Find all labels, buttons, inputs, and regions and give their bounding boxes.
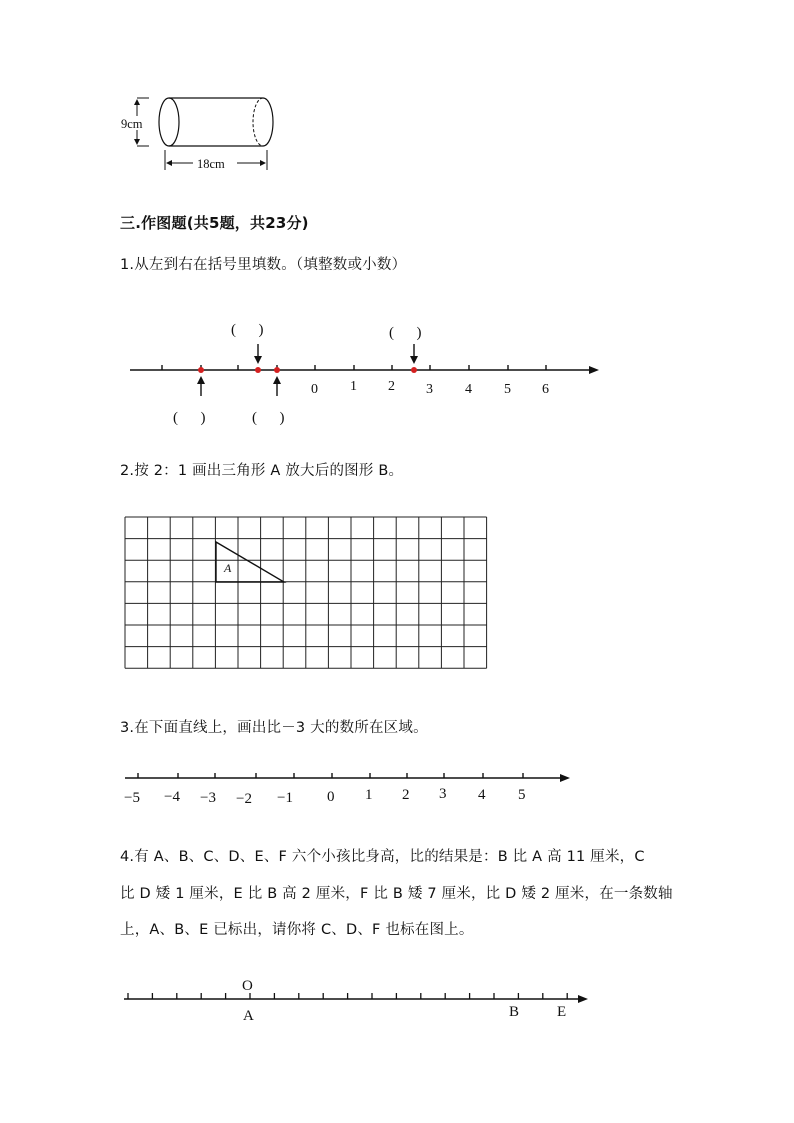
q4-ticks [128, 993, 567, 999]
cylinder-height-label: 9cm [121, 117, 143, 131]
q3-tick-label: 5 [518, 787, 526, 803]
q1-tick-label: 1 [350, 379, 357, 394]
q1-tick-label: 5 [504, 382, 511, 397]
q3-tick-label: −4 [164, 789, 180, 805]
q4-number-line [120, 972, 595, 1024]
q3-tick-label: 2 [402, 787, 410, 803]
q3-tick-label: −5 [124, 790, 140, 806]
cylinder-length-label: 18cm [197, 157, 225, 171]
q1-tick-label: 2 [388, 379, 395, 394]
q2-grid-lines [125, 517, 487, 668]
q3-tick-label: −1 [277, 790, 293, 806]
q3-tick-label: −2 [236, 791, 252, 807]
q1-tick-label: 4 [465, 382, 472, 397]
q3-tick-label: 3 [439, 786, 447, 802]
triangle-a-label: A [224, 561, 232, 575]
q4-text-line3: 上，A、B、E 已标出，请你将 C、D、F 也标在图上。 [120, 922, 474, 938]
q4-text-line2: 比 D 矮 1 厘米，E 比 B 高 2 厘米，F 比 B 矮 7 厘米，比 D 矮 2 厘米，在一条数轴 [120, 886, 673, 902]
cylinder-figure [115, 88, 285, 176]
q1-text: 1.从左到右在括号里填数。（填整数或小数） [120, 257, 407, 273]
q1-tick-label: 6 [542, 382, 549, 397]
q4-mark-e: E [557, 1004, 567, 1020]
q4-mark-b: B [509, 1004, 520, 1020]
q3-tick-label: 4 [478, 787, 486, 803]
q1-point [274, 367, 280, 373]
q1-answer-blank: ( ) [252, 410, 285, 426]
q2-grid [124, 516, 490, 670]
q1-tick-label: 3 [426, 382, 433, 397]
q1-tick-label: 0 [311, 382, 318, 397]
q1-answer-blank: ( ) [231, 322, 264, 338]
q1-point [255, 367, 261, 373]
q2-text: 2.按 2：1 画出三角形 A 放大后的图形 B。 [120, 463, 404, 479]
q1-answer-blank: ( ) [173, 410, 206, 426]
q3-number-line [120, 766, 580, 812]
q3-tick-label: −3 [200, 790, 216, 806]
section-heading: 三.作图题(共5题，共23分) [120, 214, 309, 232]
q4-origin-label: O [242, 978, 253, 994]
q4-mark-a: A [243, 1008, 254, 1024]
q1-answer-blank: ( ) [389, 325, 422, 341]
q1-point [198, 367, 204, 373]
q1-number-line [125, 312, 605, 434]
q3-tick-label: 1 [365, 787, 373, 803]
q4-text-line1: 4.有 A、B、C、D、E、F 六个小孩比身高，比的结果是：B 比 A 高 11 厘米，C [120, 849, 645, 865]
q1-point [411, 367, 417, 373]
q3-tick-label: 0 [327, 789, 335, 805]
q3-text: 3.在下面直线上，画出比－3 大的数所在区域。 [120, 720, 428, 736]
